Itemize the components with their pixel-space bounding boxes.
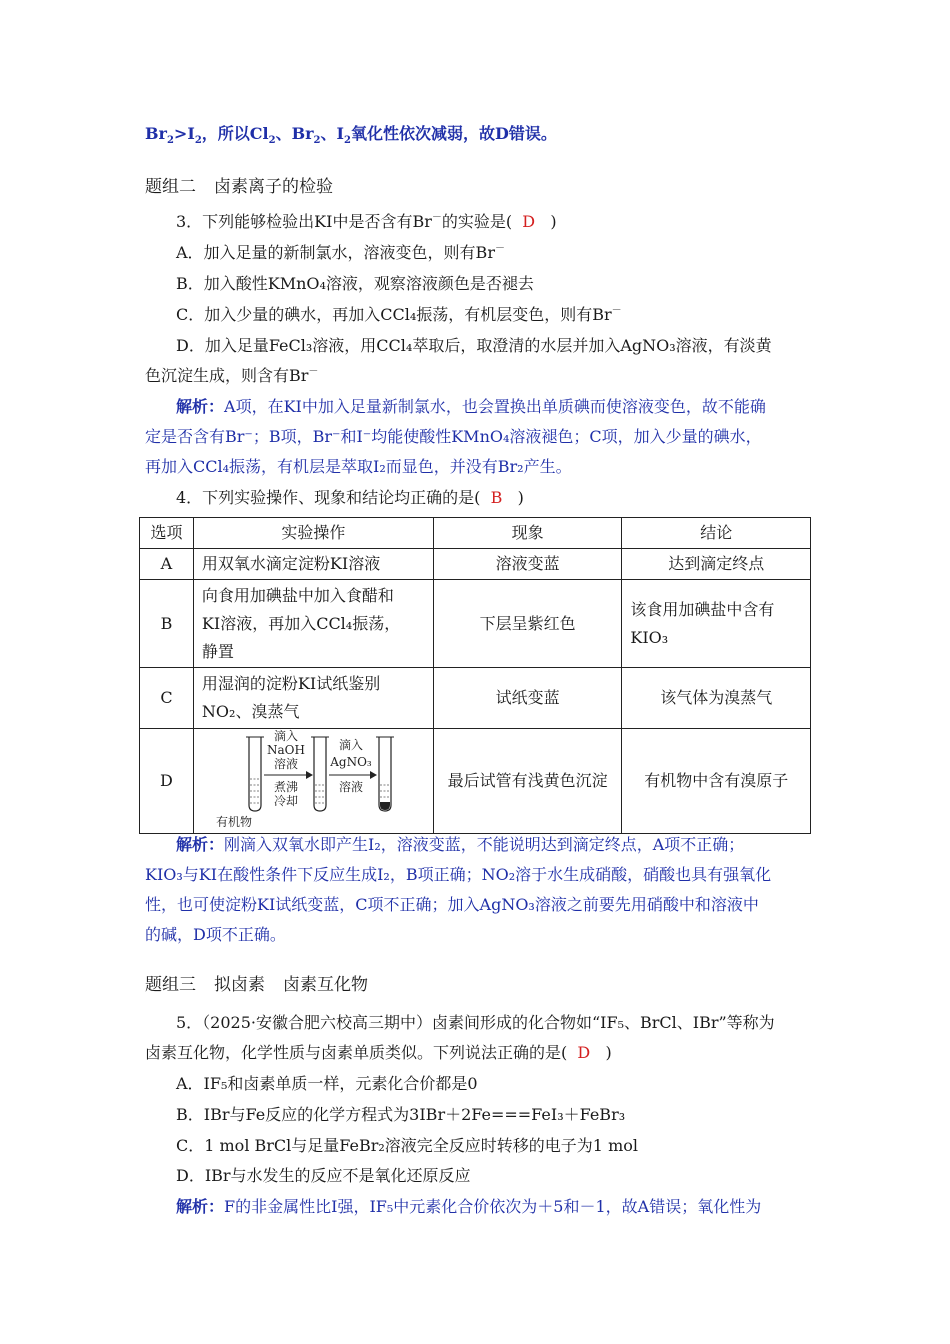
section-heading-2: 题组二 卤素离子的检验 xyxy=(145,177,333,197)
q5-option-b: B．IBr与Fe反应的化学方程式为3IBr＋2Fe===FeI₃＋FeBr₃ xyxy=(176,1105,626,1124)
q4-analysis-4: 的碱，D项不正确。 xyxy=(145,925,286,944)
q4-analysis-3: 性，也可使淀粉KI试纸变蓝，C项不正确；加入AgNO₃溶液之前要先用硝酸中和溶液中 xyxy=(145,895,759,914)
arrow-2-label: 溶液 xyxy=(338,780,363,794)
q5-option-c: C．1 mol BrCl与足量FeBr₂溶液完全反应时转移的电子为1 mol xyxy=(176,1136,638,1155)
arrow-2-label: 滴入 xyxy=(338,738,363,752)
q3-stem: 3．下列能够检验出KI中是否含有Br－的实验是( D ) xyxy=(176,212,557,231)
q4-stem: 4．下列实验操作、现象和结论均正确的是( B ) xyxy=(176,488,524,507)
arrow-1-label: 煮沸 xyxy=(273,780,298,794)
q5-option-a: A．IF₅和卤素单质一样，元素化合价都是0 xyxy=(176,1074,478,1093)
q3-option-a: A．加入足量的新制氯水，溶液变色，则有Br－ xyxy=(176,243,505,262)
arrow-1-label: 冷却 xyxy=(273,794,298,808)
diagram-caption: 有机物 xyxy=(215,815,252,829)
q3-analysis-3: 再加入CCl₄振荡，有机层是萃取I₂而显色，并没有Br₂产生。 xyxy=(145,457,572,476)
test-tube-1-icon xyxy=(246,737,264,811)
q5-stem: 5．（2025·安徽合肥六校高三期中）卤素间形成的化合物如“IF₅、BrCl、IBr”等称为 xyxy=(176,1013,775,1032)
q3-option-d-cont: 色沉淀生成，则含有Br－ xyxy=(145,366,319,385)
test-tube-diagram xyxy=(194,729,432,833)
arrow-1-icon xyxy=(264,771,313,779)
q3-option-b: B．加入酸性KMnO₄溶液，观察溶液颜色是否褪去 xyxy=(176,274,534,293)
arrow-2-icon xyxy=(329,771,377,779)
arrow-2-label: AgNO₃ xyxy=(330,755,372,769)
q3-option-d: D．加入足量FeCl₃溶液，用CCl₄萃取后，取澄清的水层并加入AgNO₃溶液，有淡黄 xyxy=(176,336,772,355)
precipitate-icon xyxy=(380,802,390,810)
test-tube-diagram-cell xyxy=(193,729,433,834)
test-tube-2-icon xyxy=(311,737,329,811)
arrow-1-label: 滴入 xyxy=(273,729,298,743)
q3-answer: D xyxy=(522,212,536,231)
test-tube-3-icon xyxy=(376,737,394,811)
q5-stem-2: 卤素互化物，化学性质与卤素单质类似。下列说法正确的是( D ) xyxy=(145,1043,612,1062)
table-header-row xyxy=(140,518,811,549)
header-operation: 实验操作 xyxy=(193,518,433,549)
header-option: 选项 xyxy=(140,518,194,549)
header-conclusion: 结论 xyxy=(622,518,811,549)
q3-analysis: 解析：A项，在KI中加入足量新制氯水，也会置换出单质碘而使溶液变色，故不能确 xyxy=(176,397,766,416)
q5-answer: D xyxy=(577,1043,591,1062)
q3-option-c: C．加入少量的碘水，再加入CCl₄振荡，有机层变色，则有Br－ xyxy=(176,305,622,324)
arrow-1-label: NaOH xyxy=(266,743,305,757)
table-row: B 向食用加碘盐中加入食醋和 KI溶液，再加入CCl₄振荡， 静置 下层呈紫红色 该食用加碘盐中含有 KIO₃ xyxy=(140,580,811,668)
q3-analysis-2: 定是否含有Br⁻；B项，Br⁻和I⁻均能使酸性KMnO₄溶液褪色；C项，加入少量的碘水， xyxy=(145,427,762,446)
q4-answer: B xyxy=(490,488,503,507)
q4-table xyxy=(139,517,811,834)
table-row: C 用湿润的淀粉KI试纸鉴别 NO₂、溴蒸气 试纸变蓝 该气体为溴蒸气 xyxy=(140,668,811,729)
q4-analysis: 解析：刚滴入双氧水即产生I₂，溶液变蓝，不能说明达到滴定终点，A项不正确； xyxy=(176,835,745,854)
arrow-1-label: 溶液 xyxy=(273,757,298,771)
q5-analysis: 解析：F的非金属性比I强，IF₅中元素化合价依次为＋5和－1，故A错误；氧化性为 xyxy=(176,1197,762,1216)
header-phenomenon: 现象 xyxy=(433,518,622,549)
table-row: A 用双氧水滴定淀粉KI溶液 溶液变蓝 达到滴定终点 xyxy=(140,549,811,580)
section-heading-3: 题组三 拟卤素 卤素互化物 xyxy=(145,975,368,995)
table-row: D 滴入 NaOH 溶液 煮沸 冷却 滴入 AgNO₃ 溶液 有机物 最后试管有浅黄色沉淀 有机物中含有溴原子 xyxy=(140,729,811,834)
q5-option-d: D．IBr与水发生的反应不是氧化还原反应 xyxy=(176,1166,471,1185)
q4-analysis-2: KIO₃与KI在酸性条件下反应生成I₂，B项正确；NO₂溶于水生成硝酸，硝酸也具有强氧化 xyxy=(145,865,772,884)
previous-analysis-tail: $Br_2>I_2$，所以$Cl_2$、$Br_2$、$I_2$氧化性依次减弱，故D错误。 xyxy=(145,124,557,147)
